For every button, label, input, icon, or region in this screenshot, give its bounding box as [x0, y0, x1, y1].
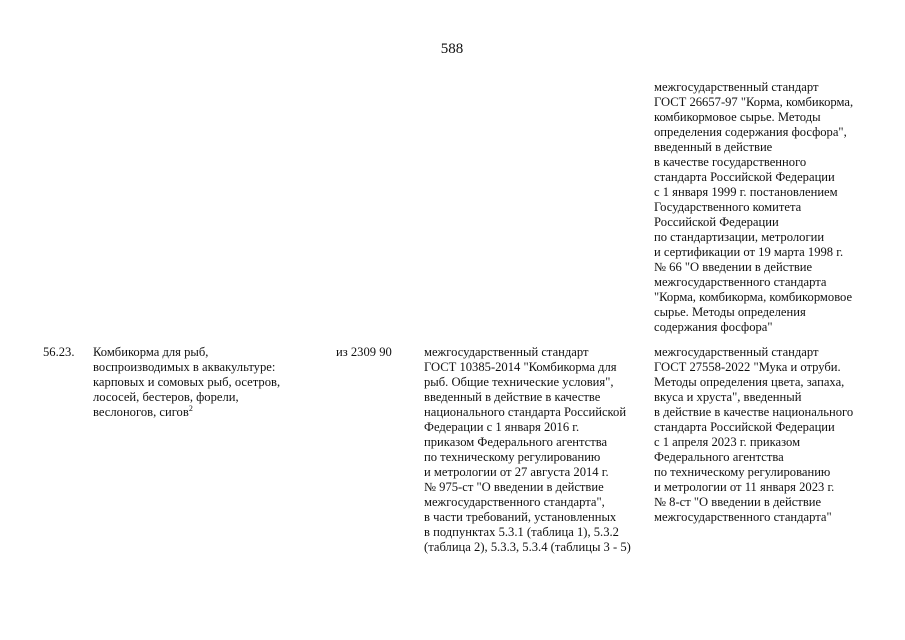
test-method-line: в качестве государственного: [654, 155, 807, 169]
standard-line: (таблица 2), 5.3.3, 5.3.4 (таблицы 3 - 5): [424, 540, 631, 554]
tn-ved-code: из 2309 90: [336, 345, 392, 359]
standard-line: приказом Федерального агентства: [424, 435, 608, 449]
row-number: 56.23.: [43, 345, 75, 359]
product-name-line: карповых и сомовых рыб, осетров,: [93, 375, 281, 389]
test-method-line: межгосударственного стандарта: [654, 275, 827, 289]
test-method-line: и сертификации от 19 марта 1998 г.: [654, 245, 844, 259]
test-method-line: с 1 января 1999 г. постановлением: [654, 185, 838, 199]
standard-line: и метрологии от 27 августа 2014 г.: [424, 465, 609, 479]
test-method-line: стандарта Российской Федерации: [654, 420, 835, 434]
test-method-line: по техническому регулированию: [654, 465, 831, 479]
test-method-cell-continued: [654, 80, 853, 335]
test-method-line: Государственного комитета: [654, 200, 802, 214]
product-name-line: лососей, бестеров, форели,: [93, 390, 239, 404]
standard-line: Федерации с 1 января 2016 г.: [424, 420, 580, 434]
test-method-line: содержания фосфора": [654, 320, 773, 334]
standard-line: межгосударственный стандарт: [424, 345, 589, 359]
test-method-line: вкуса и хруста", введенный: [654, 390, 802, 404]
test-method-line: Методы определения цвета, запаха,: [654, 375, 845, 389]
test-method-cell: [654, 345, 853, 525]
product-name-cell: [93, 345, 280, 420]
test-method-line: № 66 "О введении в действие: [654, 260, 813, 274]
standard-line: рыб. Общие технические условия",: [424, 375, 614, 389]
standard-line: в подпунктах 5.3.1 (таблица 1), 5.3.2: [424, 525, 619, 539]
test-method-line: межгосударственного стандарта": [654, 510, 832, 524]
test-method-line: сырье. Методы определения: [654, 305, 806, 319]
standard-line: введенный в действие в качестве: [424, 390, 601, 404]
test-method-line: "Корма, комбикорма, комбикормовое: [654, 290, 853, 304]
standard-line: по техническому регулированию: [424, 450, 601, 464]
standard-requirements-cell: [424, 345, 631, 555]
test-method-line: Федерального агентства: [654, 450, 784, 464]
test-method-line: определения содержания фосфора",: [654, 125, 847, 139]
test-method-line: № 8-ст "О введении в действие: [654, 495, 822, 509]
test-method-line: стандарта Российской Федерации: [654, 170, 835, 184]
product-name-line: воспроизводимых в аквакультуре:: [93, 360, 276, 374]
footnote-mark: 2: [188, 404, 193, 413]
test-method-line: ГОСТ 27558-2022 "Мука и отруби.: [654, 360, 841, 374]
test-method-line: введенный в действие: [654, 140, 773, 154]
page-number: 588: [440, 41, 464, 57]
test-method-line: Российской Федерации: [654, 215, 779, 229]
standard-line: № 975-ст "О введении в действие: [424, 480, 604, 494]
test-method-line: ГОСТ 26657-97 "Корма, комбикорма,: [654, 95, 854, 109]
product-name-text: веслоногов, сигов: [93, 405, 189, 419]
standard-line: межгосударственного стандарта",: [424, 495, 605, 509]
standard-line: национального стандарта Российской: [424, 405, 627, 419]
test-method-line: межгосударственный стандарт: [654, 345, 819, 359]
product-name-line: [93, 405, 280, 420]
test-method-line: и метрологии от 11 января 2023 г.: [654, 480, 835, 494]
product-name-line: Комбикорма для рыб,: [93, 345, 209, 359]
test-method-line: межгосударственный стандарт: [654, 80, 819, 94]
test-method-line: с 1 апреля 2023 г. приказом: [654, 435, 801, 449]
test-method-line: в действие в качестве национального: [654, 405, 854, 419]
test-method-line: комбикормовое сырье. Методы: [654, 110, 821, 124]
standard-line: ГОСТ 10385-2014 "Комбикорма для: [424, 360, 617, 374]
standard-line: в части требований, установленных: [424, 510, 617, 524]
test-method-line: по стандартизации, метрологии: [654, 230, 825, 244]
